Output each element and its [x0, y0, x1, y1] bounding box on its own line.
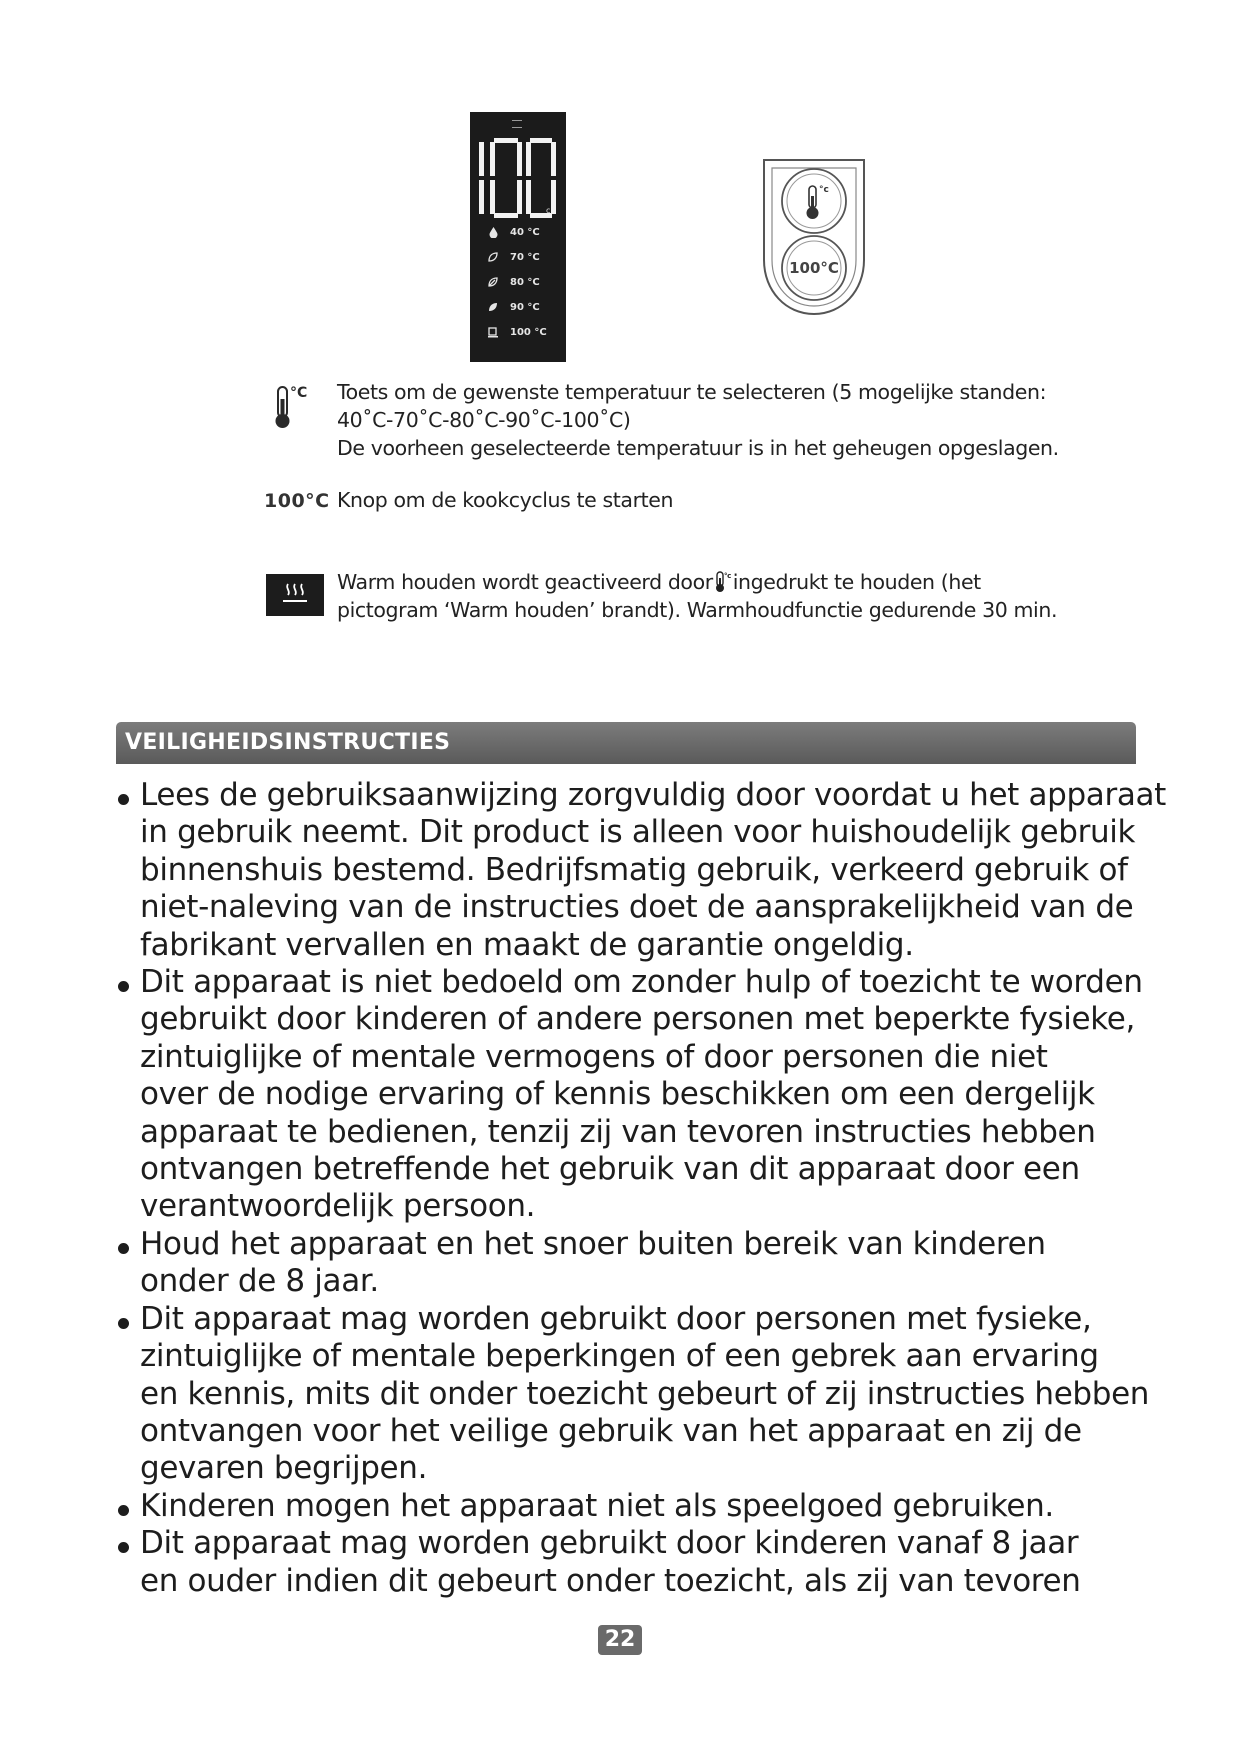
page-number: 22 — [598, 1625, 642, 1655]
list-item — [116, 964, 1146, 1226]
keep-warm-text-line2: pictogram ‘Warm houden’ brandt). Warmhoudfunctie gedurende 30 min. — [337, 598, 1058, 622]
safety-instructions-list — [116, 777, 1166, 1600]
preset-row-90 — [488, 297, 558, 317]
bullet-line: Kinderen mogen het apparaat niet als speelgoed gebruiken. — [140, 1487, 1054, 1524]
bullet-dot — [118, 1243, 129, 1254]
list-item — [116, 1488, 1146, 1525]
bullet-line: fabrikant vervallen en maakt de garantie ongeldig. — [140, 926, 914, 963]
bullet-line: Dit apparaat mag worden gebruikt door kinderen vanaf 8 jaar — [140, 1525, 1079, 1562]
svg-text:°c: °c — [723, 572, 731, 580]
legend-line: Toets om de gewenste temperatuur te selecteren (5 mogelijke standen: — [337, 380, 1047, 404]
keep-warm-text-after: ingedrukt te houden (het — [732, 570, 981, 594]
leaf-icon — [488, 252, 498, 262]
bullet-line: zintuiglijke of mentale beperkingen of een gebrek aan ervaring — [140, 1338, 1099, 1375]
list-item — [116, 1525, 1146, 1600]
thermometer-icon — [714, 571, 732, 593]
drop-icon — [488, 227, 498, 237]
bullet-line: ontvangen voor het veilige gebruik van het apparaat en zij de — [140, 1412, 1082, 1449]
bullet-line: Lees de gebruiksaanwijzing zorgvuldig door voordat u het apparaat — [140, 777, 1166, 813]
legend-line: 40˚C-70˚C-80˚C-90˚C-100˚C) — [337, 408, 631, 432]
bullet-dot — [118, 1542, 129, 1553]
temperature-readout-digits — [476, 138, 556, 218]
cup-icon — [488, 327, 498, 337]
list-item — [116, 777, 1166, 964]
bullet-line: zintuiglijke of mentale vermogens of door personen die niet — [140, 1038, 1048, 1075]
keep-warm-description — [337, 568, 1117, 624]
list-item — [116, 1226, 1146, 1301]
start-button-label: 100°C — [789, 259, 839, 277]
bullet-line: Houd het apparaat en het snoer buiten bereik van kinderen — [140, 1225, 1046, 1262]
bullet-line: Dit apparaat is niet bedoeld om zonder hulp of toezicht te worden — [140, 964, 1143, 1001]
brand-mark-icon — [512, 120, 522, 128]
leaf-solid-icon — [488, 302, 498, 312]
preset-row-40 — [488, 222, 558, 242]
list-item — [116, 1300, 1150, 1488]
preset-row-70 — [488, 247, 558, 267]
start-boil-button[interactable] — [782, 236, 846, 300]
preset-label: 70 °C — [510, 251, 540, 263]
bullet-dot — [118, 1505, 129, 1516]
start-button-legend-label: 100°C — [264, 490, 330, 512]
bullet-line: apparaat te bedienen, tenzij zij van tevoren instructies hebben — [140, 1113, 1096, 1150]
led-display-panel — [470, 112, 566, 362]
bullet-line: ontvangen betreffende het gebruik van dit apparaat door een — [140, 1151, 1080, 1188]
bullet-dot — [118, 794, 129, 805]
temperature-button-description — [337, 378, 1137, 462]
temperature-select-button[interactable] — [782, 169, 846, 233]
bullet-line: gevaren begrijpen. — [140, 1450, 428, 1487]
svg-text:°C: °C — [290, 385, 308, 401]
preset-label: 40 °C — [510, 226, 540, 238]
thermometer-icon — [274, 385, 314, 429]
section-title: VEILIGHEIDSINSTRUCTIES — [125, 730, 451, 755]
bullet-line: onder de 8 jaar. — [140, 1263, 379, 1300]
preset-label: 80 °C — [510, 276, 540, 288]
bullet-line: over de nodige ervaring of kennis beschikken om een dergelijk — [140, 1076, 1095, 1113]
kettle-control-panel — [760, 156, 868, 316]
start-button-description: Knop om de kookcyclus te starten — [337, 488, 674, 512]
bullet-line: en ouder indien dit gebeurt onder toezicht, als zij van tevoren — [140, 1562, 1081, 1599]
bullet-line: gebruikt door kinderen of andere personen met beperkte fysieke, — [140, 1001, 1135, 1038]
readout-unit: c — [546, 206, 551, 215]
keep-warm-text-before: Warm houden wordt geactiveerd door — [337, 570, 713, 594]
svg-text:°c: °c — [819, 185, 829, 195]
keep-warm-icon — [266, 574, 324, 616]
bullet-line: en kennis, mits dit onder toezicht gebeurt of zij instructies hebben — [140, 1375, 1150, 1412]
bullet-line: verantwoordelijk persoon. — [140, 1188, 536, 1225]
legend-line: De voorheen geselecteerde temperatuur is in het geheugen opgeslagen. — [337, 436, 1059, 460]
preset-row-80 — [488, 272, 558, 292]
leaf-outline-icon — [488, 277, 498, 287]
bullet-line: in gebruik neemt. Dit product is alleen voor huishoudelijk gebruik — [140, 814, 1136, 851]
preset-label: 100 °C — [510, 326, 547, 338]
bullet-dot — [118, 981, 129, 992]
bullet-line: Dit apparaat mag worden gebruikt door personen met fysieke, — [140, 1300, 1092, 1337]
preset-label: 90 °C — [510, 301, 540, 313]
bullet-dot — [118, 1318, 129, 1329]
bullet-line: niet-naleving van de instructies doet de aansprakelijkheid van de — [140, 889, 1134, 926]
bullet-line: binnenshuis bestemd. Bedrijfsmatig gebruik, verkeerd gebruik of — [140, 851, 1128, 888]
preset-row-100 — [488, 322, 558, 342]
section-header-bar — [116, 722, 1136, 764]
